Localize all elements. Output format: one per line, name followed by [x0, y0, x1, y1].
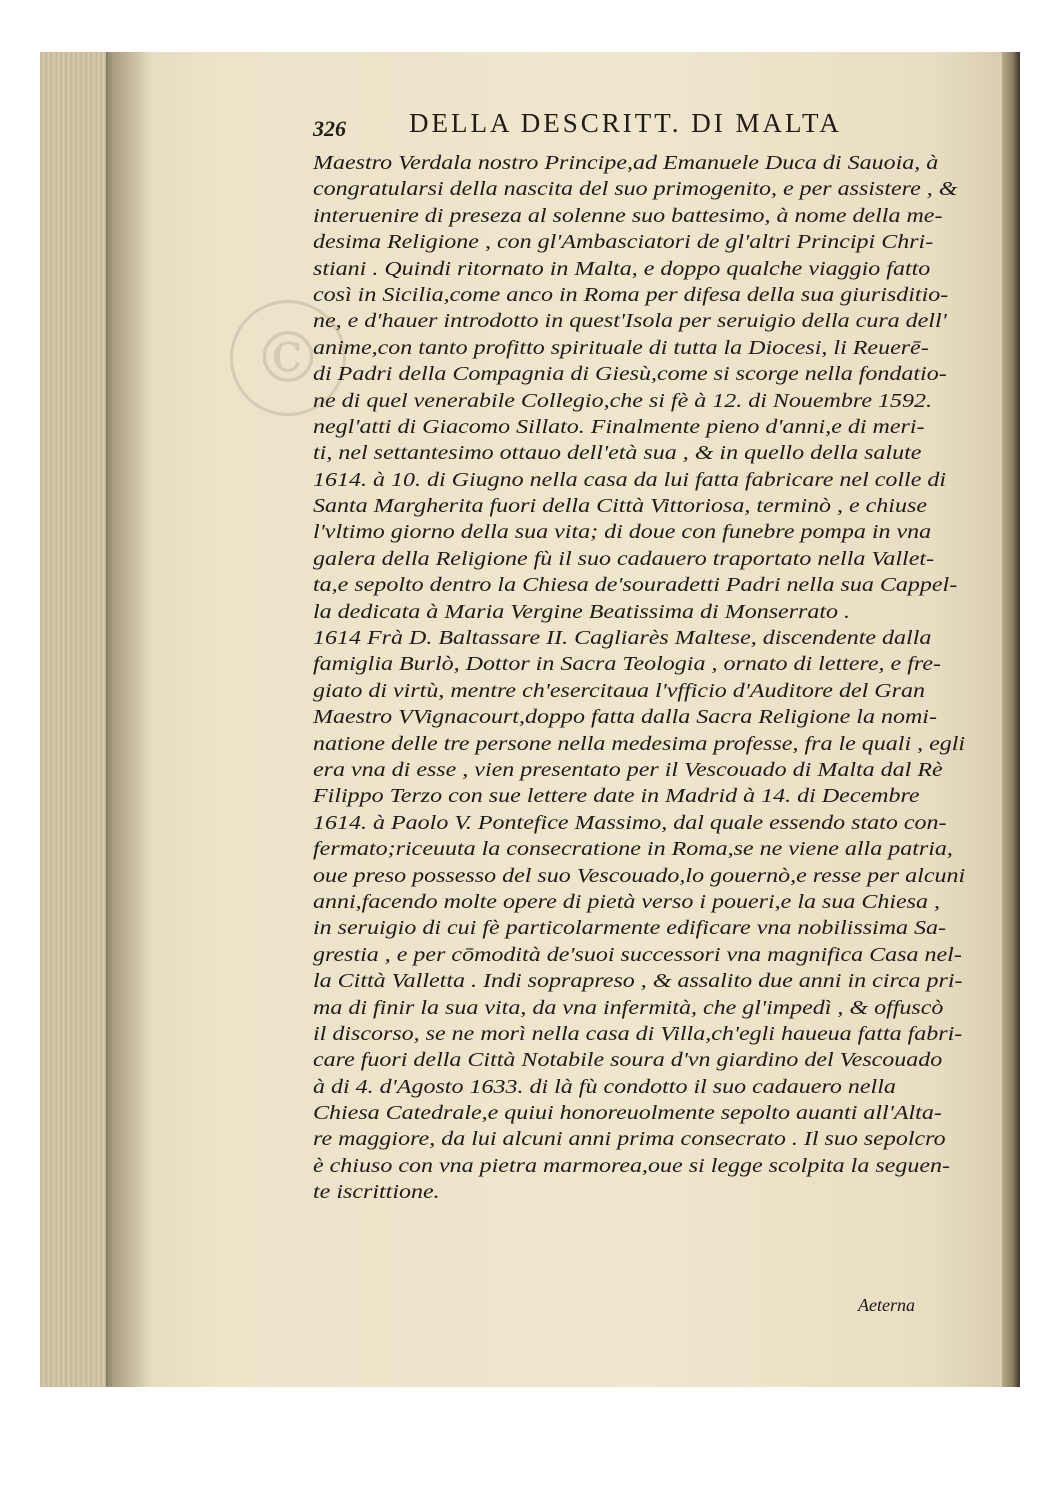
text-line: desima Religione , con gl'Ambasciatori de gl'altri Principi Chri- — [313, 231, 934, 254]
text-line: 1614 Frà D. Baltassare II. Cagliarès Maltese, discendente dalla — [313, 627, 932, 650]
text-line: grestia , e per cōmodità de'suoi successori vna magnifica Casa nel- — [313, 943, 962, 966]
text-line: ma di finir la sua vita, da vna infermità, che gl'impedì , & offuscò — [313, 996, 944, 1019]
text-line: care fuori della Città Notabile soura d'vn giardino del Vescouado — [313, 1049, 943, 1072]
text-line: la Città Valletta . Indi soprapreso , & assalito due anni in circa pri- — [313, 970, 963, 993]
text-line: natione delle tre persone nella medesima professe, fra le quali , egli — [313, 732, 966, 755]
text-line: galera della Religione fù il suo cadauero traportato nella Vallet- — [313, 547, 935, 570]
text-line: te iscrittione. — [313, 1181, 440, 1204]
text-line: ta,e sepolto dentro la Chiesa de'souradetti Padri nella sua Cappel- — [313, 574, 958, 597]
text-line: di Padri della Compagnia di Giesù,come si scorge nella fondatio- — [313, 363, 947, 386]
text-line: giato di virtù, mentre ch'esercitaua l'vfficio d'Auditore del Gran — [313, 679, 925, 702]
page-number: 326 — [313, 116, 346, 141]
bleed-through-marks — [214, 1008, 305, 1051]
text-line: Maestro VVignacourt,doppo fatta dalla Sacra Religione la nomi- — [313, 706, 937, 729]
text-line: Filippo Terzo con sue lettere date in Madrid à 14. di Decembre — [313, 785, 920, 808]
text-line: è chiuso con vna pietra marmorea,oue si legge scolpita la seguen- — [313, 1154, 950, 1177]
page-header — [313, 108, 883, 144]
text-line: era vna di esse , vien presentato per il Vescouado di Malta dal Rè — [313, 758, 943, 781]
text-line: oue preso possesso del suo Vescouado,lo gouernò,e resse per alcuni — [313, 864, 966, 887]
text-line: famiglia Burlò, Dottor in Sacra Teologia , ornato di lettere, e fre- — [313, 653, 941, 676]
text-line: Maestro Verdala nostro Principe,ad Emanuele Duca di Sauoia, à — [313, 152, 939, 174]
text-line: 1614. à 10. di Giugno nella casa da lui fatta fabricare nel colle di — [313, 468, 947, 491]
text-line: à di 4. d'Agosto 1633. di là fù condotto il suo cadauero nella — [313, 1075, 896, 1098]
body-text — [313, 150, 969, 1206]
gutter-shadow — [112, 52, 152, 1387]
page-stack-edges — [40, 52, 112, 1387]
text-line: anni,facendo molte opere di pietà verso i poueri,e la sua Chiesa , — [313, 890, 941, 913]
text-line: anime,con tanto profitto spirituale di tutta la Diocesi, li Reuerē- — [313, 336, 929, 359]
text-line: ne, e d'hauer introdotto in quest'Isola per seruigio della cura dell' — [313, 310, 947, 333]
text-line: la dedicata à Maria Vergine Beatissima di Monserrato . — [313, 600, 851, 623]
text-line: ne di quel venerabile Collegio,che si fè à 12. di Nouembre 1592. — [313, 389, 932, 412]
text-line: in seruigio di cui fè particolarmente edificare vna nobilissima Sa- — [313, 917, 947, 940]
text-line: congratularsi della nascita del suo primogenito, e per assistere , & — [313, 178, 958, 201]
text-line: re maggiore, da lui alcuni anni prima consecrato . Il suo sepolcro — [313, 1128, 946, 1151]
text-line: Santa Margherita fuori della Città Vittoriosa, terminò , e chiuse — [313, 495, 927, 518]
catchword: Aeterna — [858, 1295, 915, 1315]
running-head: DELLA DESCRITT. DI MALTA — [409, 108, 842, 138]
copyright-watermark-icon: © — [230, 300, 346, 416]
text-line: 1614. à Paolo V. Pontefice Massimo, dal quale essendo stato con- — [313, 811, 947, 834]
text-line: ti, nel settantesimo ottauo dell'età sua , & in quello della salute — [313, 442, 922, 465]
text-line: l'vltimo giorno della sua vita; di doue con funebre pompa in vna — [313, 521, 932, 544]
text-line: Chiesa Catedrale,e quiui honoreuolmente sepolto auanti all'Alta- — [313, 1102, 942, 1125]
text-line: così in Sicilia,come anco in Roma per difesa della sua giurisditio- — [313, 283, 949, 306]
text-line: fermato;riceuuta la consecratione in Roma,se ne viene alla patria, — [313, 838, 953, 861]
text-line: negl'atti di Giacomo Sillato. Finalmente pieno d'anni,e di meri- — [313, 415, 925, 438]
text-line: il discorso, se ne morì nella casa di Villa,ch'egli haueua fatta fabri- — [313, 1022, 963, 1045]
text-line: stiani . Quindi ritornato in Malta, e doppo qualche viaggio fatto — [313, 257, 931, 280]
text-line: interuenire di preseza al solenne suo battesimo, à nome della me- — [313, 204, 943, 227]
